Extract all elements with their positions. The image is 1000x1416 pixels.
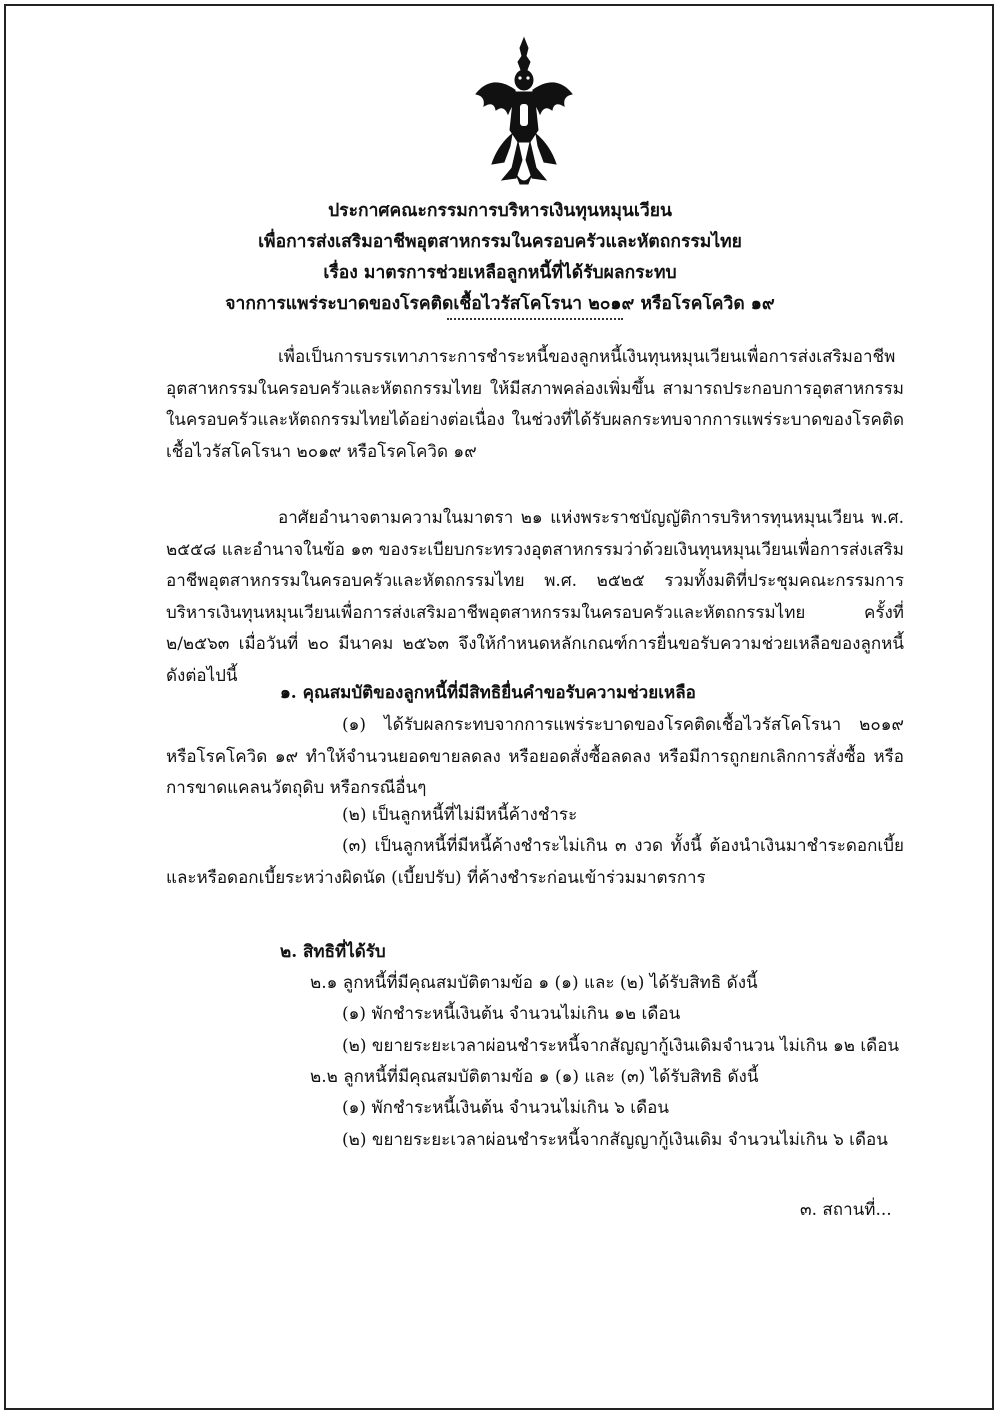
section-2-2-item-2: (๒) ขยายระยะเวลาผ่อนชำระหนี้จากสัญญากู้เงินเดิม จำนวนไม่เกิน ๖ เดือน (342, 1130, 888, 1150)
heading-line-2: เพื่อการส่งเสริมอาชีพอุตสาหกรรมในครอบครัวและหัตถกรรมไทย (258, 232, 742, 252)
heading-line-3: เรื่อง มาตรการช่วยเหลือลูกหนี้ที่ได้รับผลกระทบ (323, 263, 677, 283)
announcement-heading (160, 196, 840, 320)
heading-line-1: ประกาศคณะกรรมการบริหารเงินทุนหมุนเวียน (328, 201, 672, 221)
section-2-2: ๒.๒ ลูกหนี้ที่มีคุณสมบัติตามข้อ ๑ (๑) และ (๓) ได้รับสิทธิ ดังนี้ (310, 1067, 759, 1087)
continued-footer: ๓. สถานที่... (800, 1200, 892, 1220)
section-1-item-1: (๑) ได้รับผลกระทบจากการแพร่ระบาดของโรคติดเชื้อไวรัสโคโรนา ๒๐๑๙ หรือโรคโควิด ๑๙ ทำให้จำนวนยอดขายลดลง หรือยอดสั่งซื้อลดลง หรือมีการถูกยกเลิกการสั่งซื้อ หรือการขาดแคลนวัตถุดิบ หรือกรณีอื่นๆ (166, 715, 904, 799)
section-2-1: ๒.๑ ลูกหนี้ที่มีคุณสมบัติตามข้อ ๑ (๑) และ (๒) ได้รับสิทธิ ดังนี้ (310, 973, 758, 993)
section-2-1-item-1: (๑) พักชำระหนี้เงินต้น จำนวนไม่เกิน ๑๒ เดือน (342, 1004, 681, 1024)
section-1-item-2: (๒) เป็นลูกหนี้ที่ไม่มีหนี้ค้างชำระ (342, 805, 578, 825)
section-1-title: ๑. คุณสมบัติของลูกหนี้ที่มีสิทธิยื่นคำขอรับความช่วยเหลือ (280, 683, 696, 703)
heading-line-4: จากการแพร่ระบาดของโรคติดเชื้อไวรัสโคโรนา ๒๐๑๙ หรือโรคโควิด ๑๙ (225, 294, 775, 314)
intro-paragraph-1: เพื่อเป็นการบรรเทาภาระการชำระหนี้ของลูกหนี้เงินทุนหมุนเวียนเพื่อการส่งเสริมอาชีพอุตสาหกรรมในครอบครัวและหัตถกรรมไทย ให้มีสภาพคล่องเพิ่มขึ้น สามารถประกอบการอุตสาหกรรมในครอบครัวและหัตถกรรมไทยได้อย่างต่อเนื่อง ในช่วงที่ได้รับผลกระทบจากการแพร่ระบาดของโรคติดเชื้อไวรัสโคโรนา ๒๐๑๙ หรือโรคโควิด ๑๙ (166, 347, 904, 462)
section-2-title: ๒. สิทธิที่ได้รับ (280, 942, 386, 962)
section-1-item-3: (๓) เป็นลูกหนี้ที่มีหนี้ค้างชำระไม่เกิน ๓ งวด ทั้งนี้ ต้องนำเงินมาชำระดอกเบี้ยและหรือดอกเบี้ยระหว่างผิดนัด (เบี้ยปรับ) ที่ค้างชำระก่อนเข้าร่วมมาตรการ (166, 836, 904, 888)
section-2-2-item-1: (๑) พักชำระหนี้เงินต้น จำนวนไม่เกิน ๖ เดือน (342, 1098, 669, 1118)
garuda-emblem-icon (472, 34, 576, 190)
intro-paragraph-2: อาศัยอำนาจตามความในมาตรา ๒๑ แห่งพระราชบัญญัติการบริหารทุนหมุนเวียน พ.ศ. ๒๕๕๘ และอำนาจในข้อ ๑๓ ของระเบียบกระทรวงอุตสาหกรรมว่าด้วยเงินทุนหมุนเวียนเพื่อการส่งเสริมอาชีพอุตสาหกรรมในครอบครัวและหัตถกรรมไทย พ.ศ. ๒๕๒๕ รวมทั้งมติที่ประชุมคณะกรรมการบริหารเงินทุนหมุนเวียนเพื่อการส่งเสริมอาชีพอุตสาหกรรมในครอบครัวและหัตถกรรมไทย ครั้งที่ ๒/๒๕๖๓ เมื่อวันที่ ๒๐ มีนาคม ๒๕๖๓ จึงให้กำหนดหลักเกณฑ์การยื่นขอรับความช่วยเหลือของลูกหนี้ ดังต่อไปนี้ (166, 508, 904, 686)
section-2-1-item-2: (๒) ขยายระยะเวลาผ่อนชำระหนี้จากสัญญากู้เงินเดิมจำนวน ไม่เกิน ๑๒ เดือน (342, 1036, 900, 1056)
dotted-divider (447, 318, 623, 320)
